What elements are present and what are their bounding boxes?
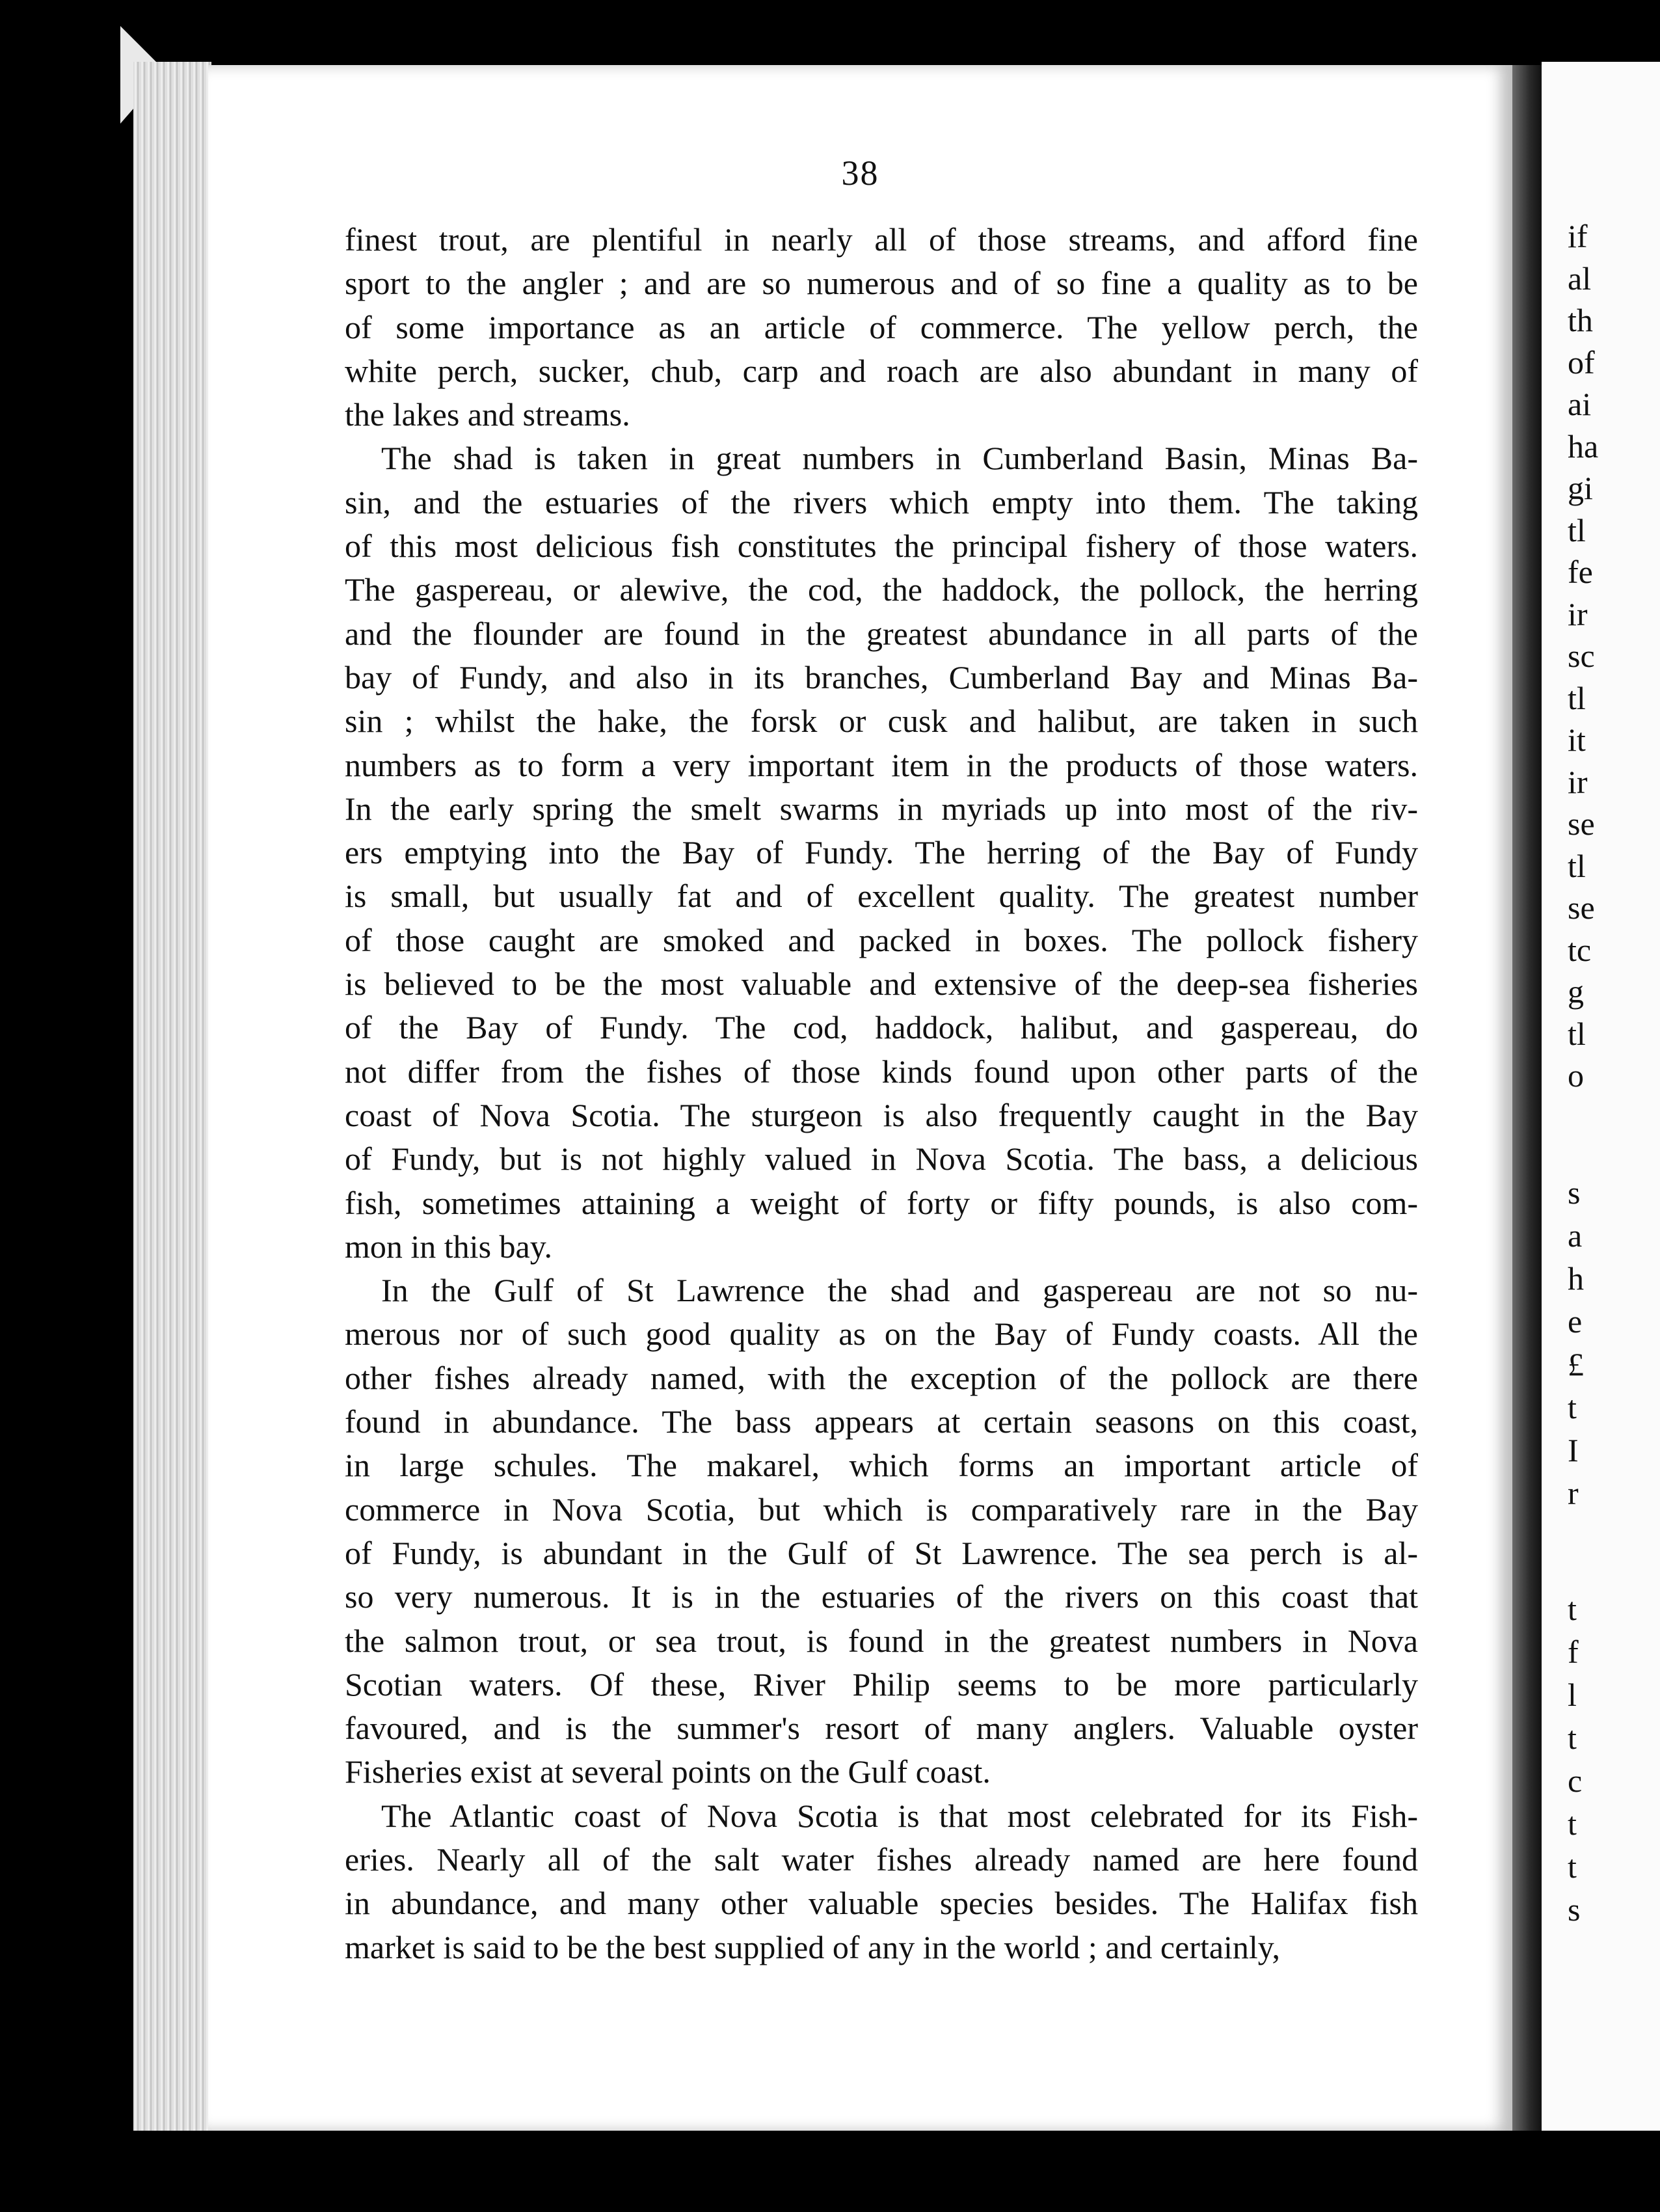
text-line: is small, but usually fat and of excellent quality. The greatest number	[345, 878, 1418, 915]
text-line: Scotian waters. Of these, River Philip seems to be more particularly	[345, 1666, 1418, 1703]
text-line: sin, and the estuaries of the rivers which empty into them. The taking	[345, 483, 1418, 520]
text-line: The shad is taken in great numbers in Cumberland Basin, Minas Ba-	[381, 440, 1418, 477]
facing-page-fragment: s	[1568, 1891, 1581, 1928]
facing-page-fragment: g	[1568, 973, 1584, 1010]
facing-page-fragment: se	[1568, 805, 1595, 842]
text-line: bay of Fundy, and also in its branches, Cumberland Bay and Minas Ba-	[345, 658, 1418, 695]
text-line: found in abundance. The bass appears at certain seasons on this coast,	[345, 1403, 1418, 1440]
text-line: sin ; whilst the hake, the forsk or cusk and halibut, are taken in such	[345, 703, 1418, 740]
facing-page-fragment: gi	[1568, 470, 1593, 506]
facing-page	[1542, 62, 1660, 2131]
text-line: of the Bay of Fundy. The cod, haddock, halibut, and gaspereau, do	[345, 1009, 1418, 1046]
paragraph	[345, 437, 1418, 1269]
text-line: ers emptying into the Bay of Fundy. The herring of the Bay of Fundy	[345, 834, 1418, 871]
text-line: in large schules. The makarel, which forms an important article of	[345, 1447, 1418, 1484]
body-text	[345, 218, 1418, 1969]
text-line: of this most delicious fish constitutes the principal fishery of those waters.	[345, 528, 1418, 565]
text-line: of Fundy, but is not highly valued in Nova Scotia. The bass, a delicious	[345, 1140, 1418, 1178]
text-line: not differ from the fishes of those kinds found upon other parts of the	[345, 1053, 1418, 1090]
text-line: Fisheries exist at several points on the Gulf coast.	[345, 1753, 991, 1790]
text-line: finest trout, are plentiful in nearly all of those streams, and afford fine	[345, 221, 1418, 258]
text-line: of some importance as an article of commerce. The yellow perch, the	[345, 308, 1418, 345]
facing-page-fragment: fe	[1568, 554, 1593, 590]
facing-page-fragment: tl	[1568, 511, 1586, 548]
facing-page-fragment: al	[1568, 260, 1592, 297]
facing-page-fragment: if	[1568, 218, 1588, 254]
paragraph	[345, 1794, 1418, 1969]
facing-page-fragment: it	[1568, 722, 1586, 758]
text-line: white perch, sucker, chub, carp and roach are also abundant in many of	[345, 352, 1418, 389]
facing-page-fragment: sc	[1568, 638, 1595, 674]
facing-page-fragment: tl	[1568, 1015, 1586, 1052]
facing-page-fragment: of	[1568, 344, 1595, 381]
paragraph	[345, 218, 1418, 437]
facing-page-fragment: h	[1568, 1260, 1584, 1297]
facing-page-fragment: tc	[1568, 931, 1592, 968]
page-edges-stack	[133, 62, 211, 2131]
text-line: mon in this bay.	[345, 1228, 552, 1265]
facing-page-fragment: ir	[1568, 595, 1588, 632]
text-line: other fishes already named, with the exception of the pollock are there	[345, 1359, 1418, 1396]
facing-page-fragment: th	[1568, 302, 1593, 338]
text-line: so very numerous. It is in the estuaries of the rivers on this coast that	[345, 1578, 1418, 1615]
facing-page-fragment: c	[1568, 1762, 1583, 1799]
facing-page-fragment: f	[1568, 1634, 1579, 1670]
facing-page-fragment: a	[1568, 1217, 1583, 1254]
text-line: is believed to be the most valuable and extensive of the deep-sea fisheries	[345, 965, 1418, 1003]
facing-page-fragment: l	[1568, 1677, 1577, 1713]
facing-page-fragment: tl	[1568, 679, 1586, 716]
text-line: of those caught are smoked and packed in boxes. The pollock fishery	[345, 921, 1418, 958]
text-line: the salmon trout, or sea trout, is found in the greatest numbers in Nova	[345, 1622, 1418, 1659]
text-line: coast of Nova Scotia. The sturgeon is also frequently caught in the Bay	[345, 1096, 1418, 1133]
text-line: favoured, and is the summer's resort of many anglers. Valuable oyster	[345, 1710, 1418, 1747]
facing-page-fragment: ai	[1568, 386, 1592, 422]
text-line: The Atlantic coast of Nova Scotia is that most celebrated for its Fish-	[381, 1797, 1418, 1834]
facing-page-fragment: o	[1568, 1057, 1584, 1094]
text-line: market is said to be the best supplied of any in the world ; and certainly,	[345, 1928, 1281, 1965]
facing-page-fragment: t	[1568, 1848, 1577, 1885]
text-line: The gaspereau, or alewive, the cod, the haddock, the pollock, the herring	[345, 571, 1418, 608]
facing-page-fragment: t	[1568, 1720, 1577, 1756]
text-line: In the early spring the smelt swarms in myriads up into most of the riv-	[345, 790, 1418, 827]
page-number: 38	[841, 154, 879, 193]
facing-page-fragment: ha	[1568, 427, 1599, 465]
text-line: in abundance, and many other valuable species besides. The Halifax fish	[345, 1885, 1418, 1922]
facing-page-fragment: t	[1568, 1805, 1577, 1842]
text-line: In the Gulf of St Lawrence the shad and gaspereau are not so nu-	[381, 1272, 1418, 1309]
text-line: sport to the angler ; and are so numerous and of so fine a quality as to be	[345, 265, 1418, 302]
facing-page-fragment: t	[1568, 1389, 1577, 1425]
facing-page-fragment: £	[1568, 1346, 1584, 1382]
facing-page-fragment: s	[1568, 1174, 1581, 1211]
paragraph	[345, 1269, 1418, 1794]
text-line: numbers as to form a very important item in the products of those waters.	[345, 746, 1418, 783]
book-page	[208, 65, 1512, 2131]
text-line: the lakes and streams.	[345, 396, 630, 433]
facing-page-fragment: e	[1568, 1303, 1583, 1340]
facing-page-fragment: ir	[1568, 763, 1588, 800]
text-line: commerce in Nova Scotia, but which is comparatively rare in the Bay	[345, 1490, 1418, 1528]
facing-page-fragment: r	[1568, 1475, 1579, 1511]
book-spine-shadow	[1512, 65, 1542, 2131]
text-line: eries. Nearly all of the salt water fishes already named are here found	[345, 1841, 1418, 1878]
facing-page-fragment: I	[1568, 1432, 1579, 1468]
facing-page-fragment: se	[1568, 889, 1595, 926]
text-line: fish, sometimes attaining a weight of forty or fifty pounds, is also com-	[345, 1184, 1418, 1221]
text-line: merous nor of such good quality as on the Bay of Fundy coasts. All the	[345, 1315, 1418, 1353]
facing-page-fragment: tl	[1568, 847, 1586, 884]
text-line: of Fundy, is abundant in the Gulf of St Lawrence. The sea perch is al-	[345, 1534, 1418, 1571]
text-line: and the flounder are found in the greatest abundance in all parts of the	[345, 615, 1418, 652]
facing-page-fragment: t	[1568, 1591, 1577, 1627]
